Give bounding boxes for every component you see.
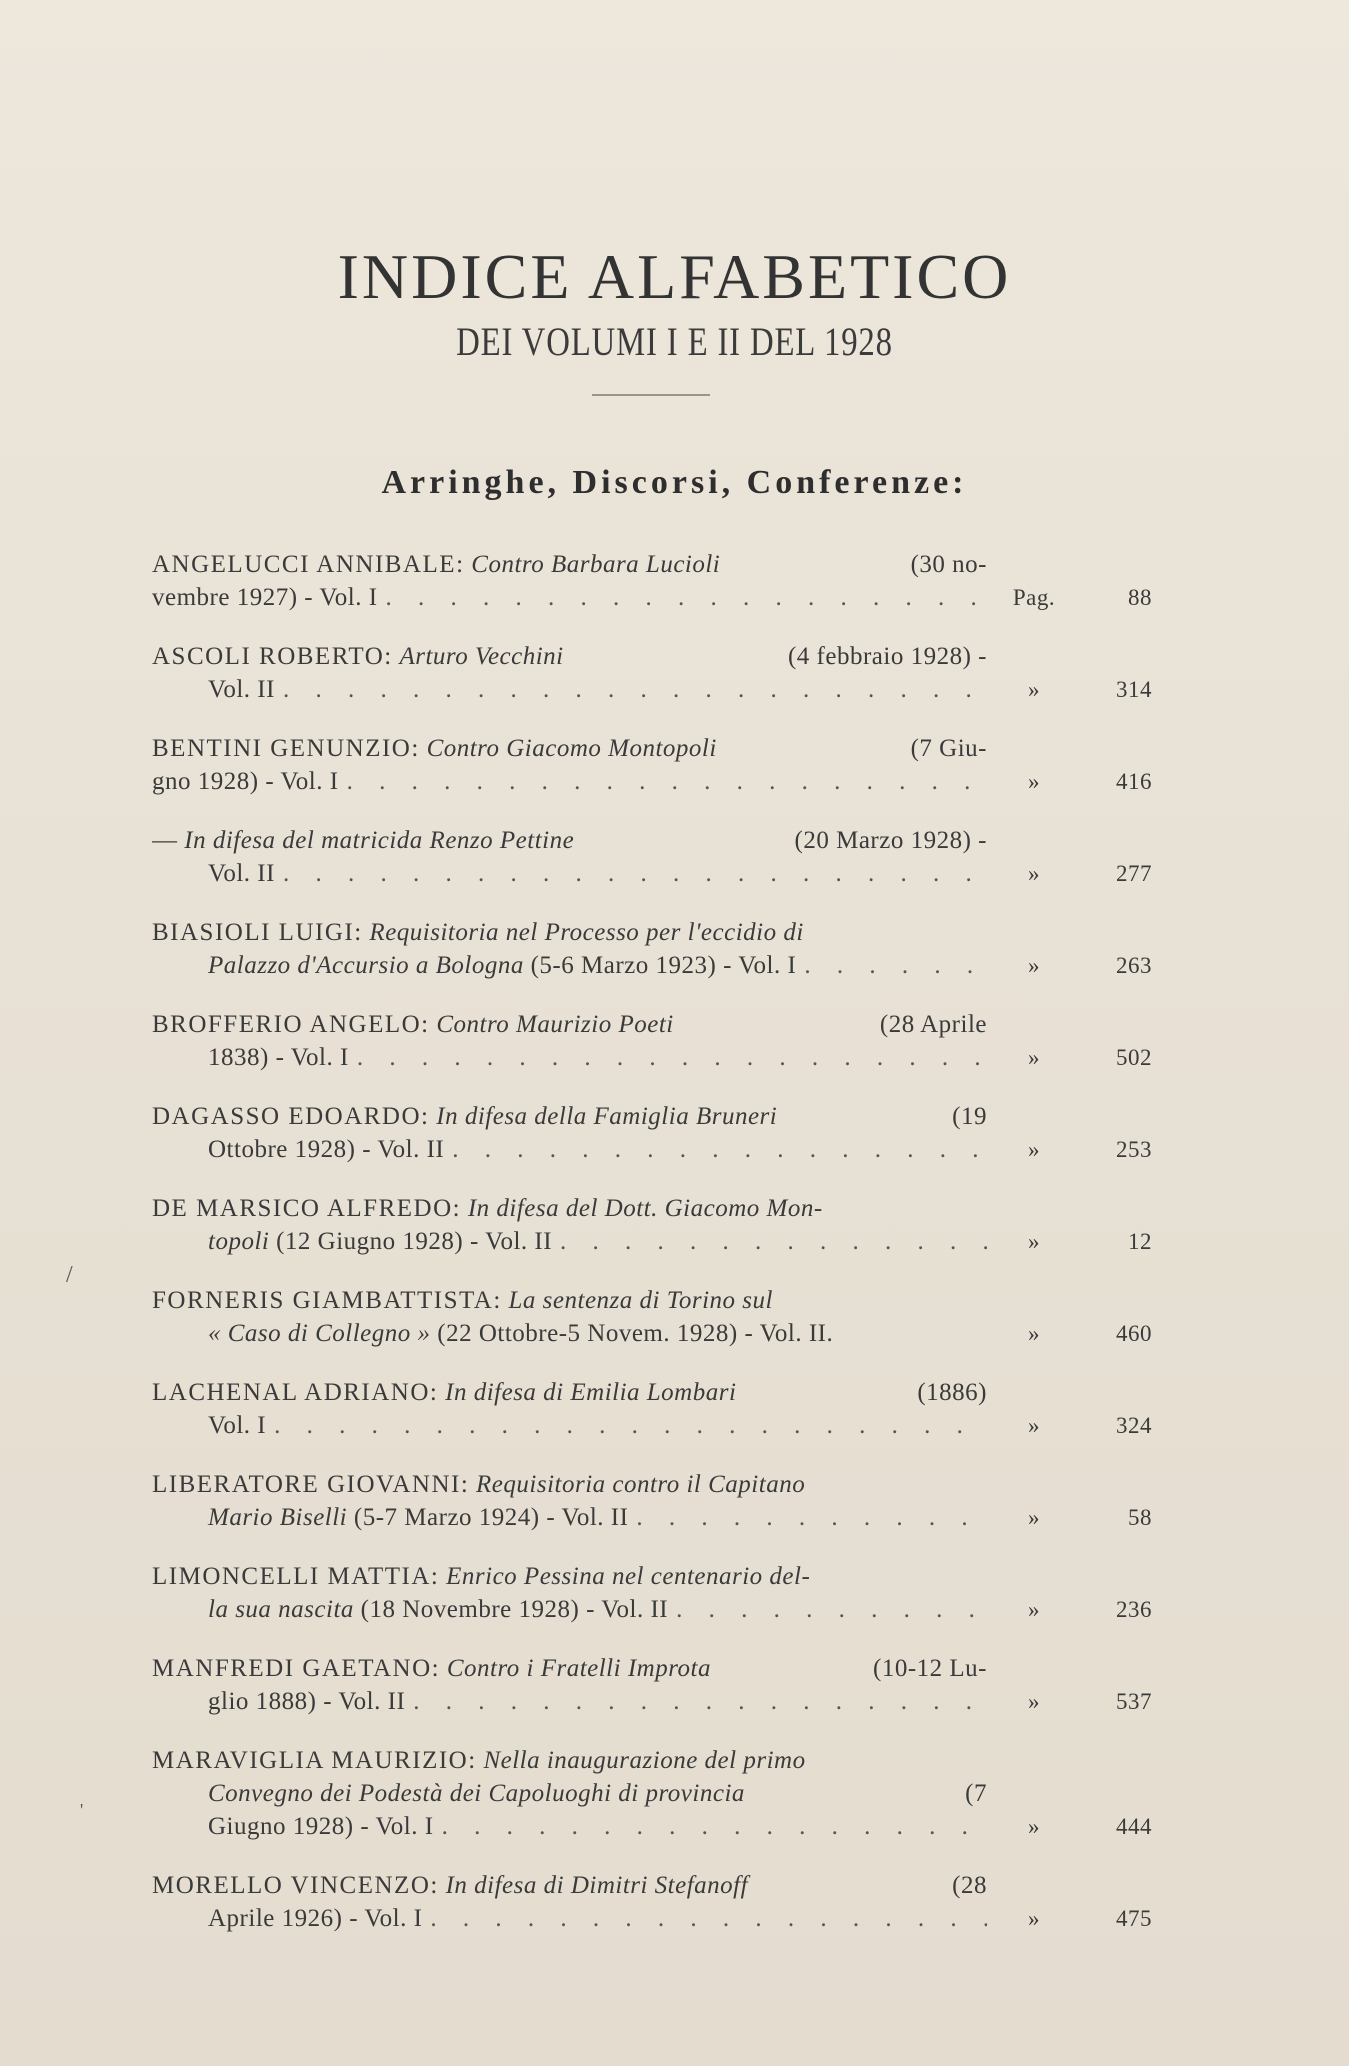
pencil-mark-icon: /	[66, 1262, 73, 1288]
page-number: 253	[1116, 1137, 1152, 1162]
list-item: LACHENAL ADRIANO: In difesa di Emilia Lombari (1886) Vol. I . . . » 324	[152, 1376, 1152, 1442]
page-number: 444	[1116, 1814, 1152, 1839]
page-number: 12	[1128, 1229, 1152, 1254]
list-item: ANGELUCCI ANNIBALE: Contro Barbara Lucioli (30 no- vembre 1927) - Vol. I . . . Pag. 88	[152, 548, 1152, 614]
list-item: — In difesa del matricida Renzo Pettine (20 Marzo 1928) - Vol. II . . . » 277	[152, 824, 1152, 890]
list-item: LIBERATORE GIOVANNI: Requisitoria contro il Capitano Mario Biselli (5-7 Marzo 1924) - Vol. II . . . » 58	[152, 1468, 1152, 1534]
list-item: MORELLO VINCENZO: In difesa di Dimitri Stefanoff (28 Aprile 1926) - Vol. I . . . » 475	[152, 1869, 1152, 1935]
page-number: 314	[1116, 677, 1152, 702]
list-item: DAGASSO EDOARDO: In difesa della Famiglia Bruneri (19 Ottobre 1928) - Vol. II . . . » 253	[152, 1100, 1152, 1166]
list-item: BENTINI GENUNZIO: Contro Giacomo Montopoli (7 Giu- gno 1928) - Vol. I . . . » 416	[152, 732, 1152, 798]
page-number: 475	[1116, 1906, 1152, 1931]
list-item: BIASIOLI LUIGI: Requisitoria nel Processo per l'eccidio di Palazzo d'Accursio a Bologna (5-6 Marzo 1923) - Vol. I . . . » 263	[152, 916, 1152, 982]
page-number: 277	[1116, 861, 1152, 886]
page-number: 460	[1116, 1321, 1152, 1346]
list-item: BROFFERIO ANGELO: Contro Maurizio Poeti (28 Aprile 1838) - Vol. I . . . » 502	[152, 1008, 1152, 1074]
section-heading: Arringhe, Discorsi, Conferenze:	[381, 464, 968, 501]
page-number: 88	[1128, 585, 1152, 610]
title-divider	[592, 394, 710, 396]
page-number: 263	[1116, 953, 1152, 978]
page-subtitle: DEI VOLUMI I E II DEL 1928	[456, 319, 893, 364]
page-number: 58	[1128, 1505, 1152, 1530]
list-item: ASCOLI ROBERTO: Arturo Vecchini (4 febbraio 1928) - Vol. II . . . » 314	[152, 640, 1152, 706]
list-item: MARAVIGLIA MAURIZIO: Nella inaugurazione del primo Convegno dei Podestà dei Capoluoghi di provincia (7 Giugno 1928) - Vol. I . . . » 444	[152, 1744, 1152, 1843]
list-item: FORNERIS GIAMBATTISTA: La sentenza di Torino sul « Caso di Collegno » (22 Ottobre-5 Novem. 1928) - Vol. II. » 460	[152, 1284, 1152, 1350]
page-number: 537	[1116, 1689, 1152, 1714]
list-item: LIMONCELLI MATTIA: Enrico Pessina nel centenario del- la sua nascita (18 Novembre 1928) - Vol. II . . . » 236	[152, 1560, 1152, 1626]
page-number: 324	[1116, 1413, 1152, 1438]
list-item: MANFREDI GAETANO: Contro i Fratelli Improta (10-12 Lu- glio 1888) - Vol. II . . . » 537	[152, 1652, 1152, 1718]
pencil-mark-icon: '	[80, 1800, 84, 1820]
list-item: DE MARSICO ALFREDO: In difesa del Dott. Giacomo Mon- topoli (12 Giugno 1928) - Vol. II . . . » 12	[152, 1192, 1152, 1258]
page-number: 236	[1116, 1597, 1152, 1622]
page-number: 416	[1116, 769, 1152, 794]
index-list	[152, 548, 1152, 1961]
page-title: INDICE ALFABETICO	[337, 241, 1012, 312]
page-number: 502	[1116, 1045, 1152, 1070]
